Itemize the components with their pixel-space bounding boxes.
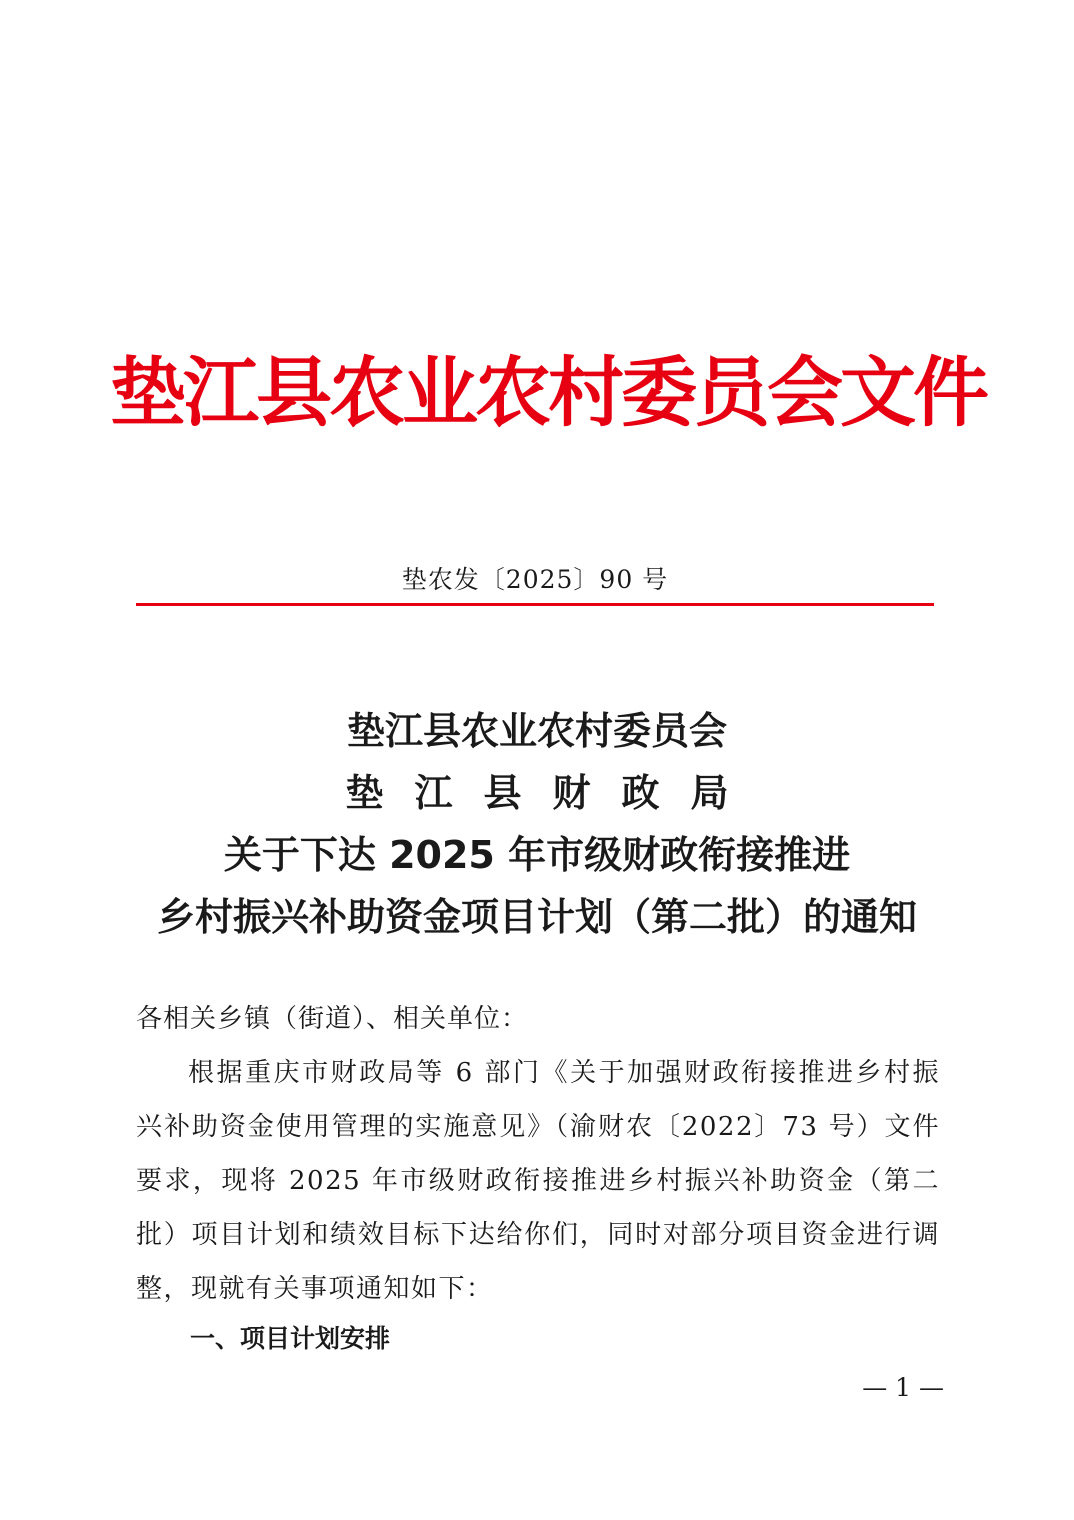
salutation: 各相关乡镇（街道）、相关单位： [136,1004,529,1034]
title-subject-2: 乡村振兴补助资金项目计划（第二批）的通知 [156,895,917,939]
title-issuer-2: 垫江县财政局 [345,771,760,815]
document-number: 垫农发〔2025〕90 号 [401,565,669,594]
title-issuer-1: 垫江县农业农村委员会 [346,709,727,753]
page-number: — 1 — [862,1373,944,1402]
title-subject-1: 关于下达 2025 年市级财政衔接推进 [223,833,851,877]
section-heading: 一、项目计划安排 [190,1324,391,1353]
document-body [136,992,940,1316]
red-divider-line [136,603,934,606]
body-paragraph: 根据重庆市财政局等 6 部门《关于加强财政衔接推进乡村振兴补助资金使用管理的实施意见》（渝财农〔2022〕73 号）文件要求，现将 2025 年市级财政衔接推进乡村振兴补助资金（第二批）项目计划和绩效目标下达给你们，同时对部分项目资金进行调整，现就有关事项通知如下： [136,1058,940,1304]
masthead-title: 垫江县农业农村委员会文件 [110,348,986,437]
document-title [110,700,964,948]
